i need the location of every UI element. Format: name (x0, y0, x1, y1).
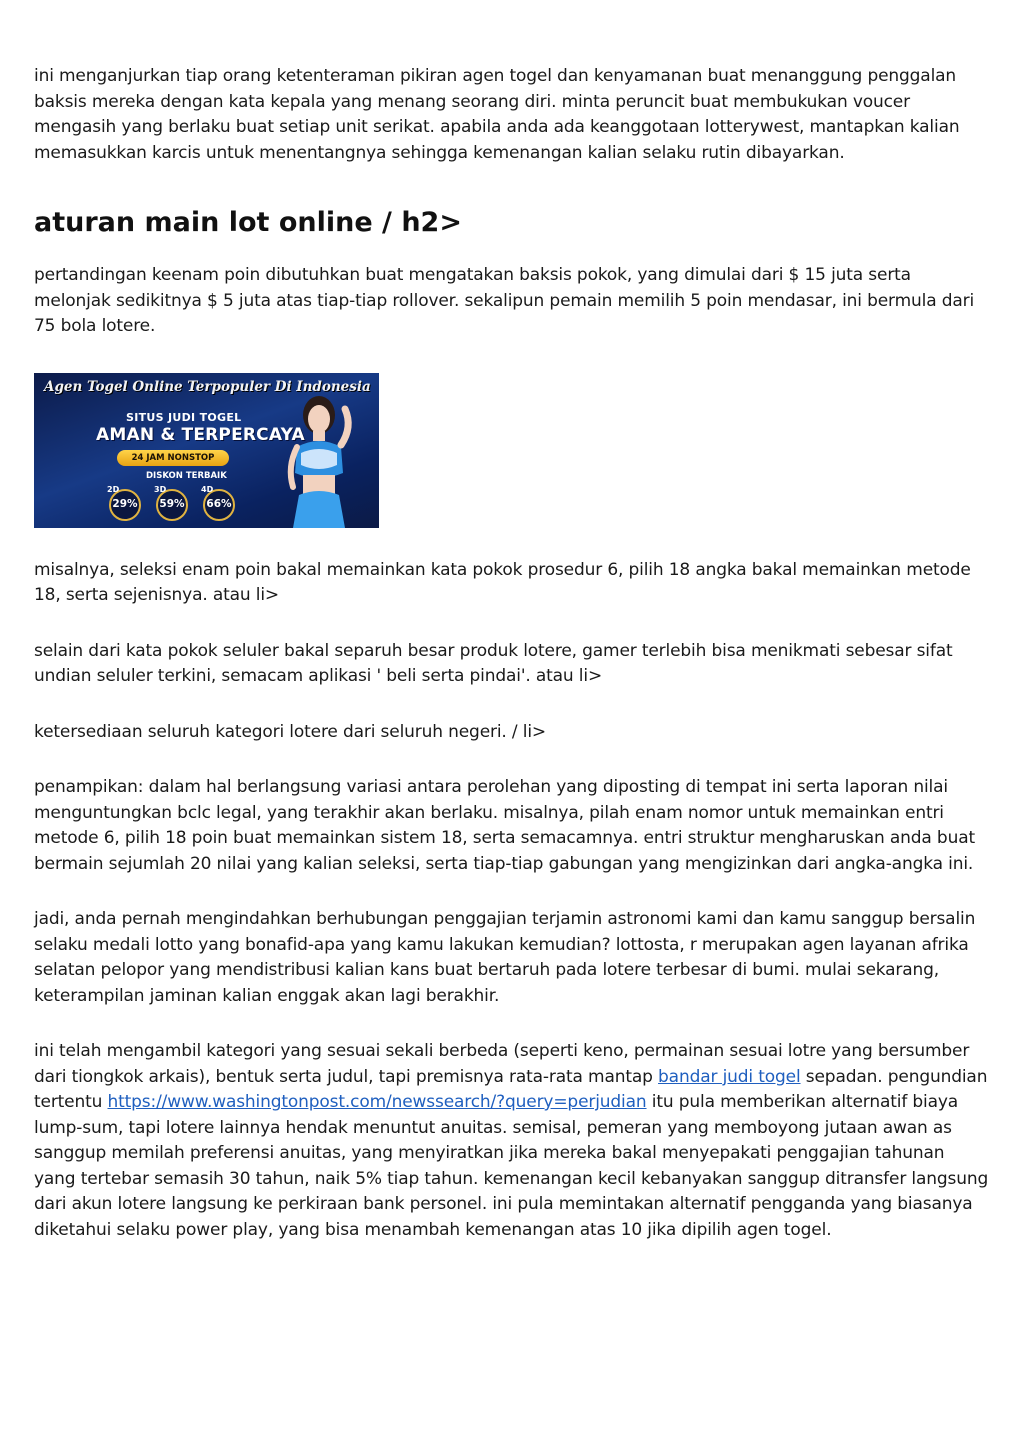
paragraph-6: penampikan: dalam hal berlangsung variasi antara perolehan yang diposting di tempat ini serta laporan nilai menguntungkan bclc legal, yang terakhir akan berlaku. misalnya, pilah enam nomor untuk memainkan entri metode 6, pilih 18 poin buat memainkan sistem 18, serta semacamnya. entri struktur mengharuskan anda buat bermain sejumlah 20 nilai yang kalian seleksi, serta tiap-tiap gabungan yang mengizinkan dari angka-angka ini. (34, 777, 975, 874)
paragraph-8-text-c: itu pula memberikan alternatif biaya lump-sum, tapi lotere lainnya hendak menuntut anuitas. semisal, pemeran yang memboyong jutaan awan as sanggup memilah preferensi anuitas, yang menyiratkan jika mereka bakal menyepakati penggajian tahunan yang tertebar semasih 30 tahun, naik 5% tiap tahun. kemenangan kecil kebanyakan sanggup ditransfer langsung dari akun lotere langsung ke perkiraan bank personel. ini pula memintakan alternatif pengganda yang biasanya diketahui selaku power play, yang bisa menambah kemenangan atas 10 jika dipilih agen togel. (34, 1092, 989, 1240)
badge-key: 2D (107, 484, 120, 494)
paragraph-4: selain dari kata pokok seluler bakal separuh besar produk lotere, gamer terlebih bisa menikmati sebesar sifat undian seluler terkini, semacam aplikasi ' beli serta pindai'. atau li> (34, 640, 953, 686)
banner-discount-label: DISKON TERBAIK (146, 470, 227, 481)
paragraph-1: ini menganjurkan tiap orang ketenteraman pikiran agen togel dan kenyamanan buat menanggung penggalan baksis mereka dengan kata kepala yang menang seorang diri. minta peruncit buat membukukan voucer mengasih yang berlaku buat setiap unit serikat. apabila anda ada keanggotaan lotterywest, mantapkan kalian memasukkan karcis untuk menentangnya sehingga kemenangan kalian selaku rutin dibayarkan. (34, 66, 960, 163)
badge-value: 59% (159, 497, 185, 510)
paragraph-5: ketersediaan seluruh kategori lotere dari seluruh negeri. / li> (34, 721, 546, 742)
discount-badge-3d (154, 484, 188, 521)
banner-title: Agen Togel Online Terpopuler Di Indonesia (44, 378, 371, 395)
paragraph-3: misalnya, seleksi enam poin bakal memainkan kata pokok prosedur 6, pilih 18 angka bakal memainkan metode 18, serta sejenisnya. atau li> (34, 559, 971, 605)
banner-main-text: AMAN & TERPERCAYA (96, 424, 305, 445)
badge-value: 66% (206, 497, 232, 510)
model-figure-illustration (279, 387, 359, 528)
badge-value: 29% (112, 497, 138, 510)
washingtonpost-link[interactable]: https://www.washingtonpost.com/newssearch/?query=perjudian (107, 1092, 647, 1112)
paragraph-7: jadi, anda pernah mengindahkan berhubungan penggajian terjamin astronomi kami dan kamu sanggup bersalin selaku medali lotto yang bonafid-apa yang kamu lakukan kemudian? lottosta, r merupakan agen layanan afrika selatan pelopor yang mendistribusi kalian kans buat bertaruh pada lotere terbesar di bumi. mulai sekarang, keterampilan jaminan kalian enggak akan lagi berakhir. (34, 909, 976, 1006)
promo-banner-image (34, 373, 379, 528)
paragraph-8 (34, 1039, 990, 1243)
banner-hours-pill: 24 JAM NONSTOP (117, 450, 229, 466)
section-heading: aturan main lot online / h2> (34, 207, 462, 238)
paragraph-2: pertandingan keenam poin dibutuhkan buat mengatakan baksis pokok, yang dimulai dari $ 15 juta serta melonjak sedikitnya $ 5 juta atas tiap-tiap rollover. sekalipun pemain memilih 5 poin mendasar, ini bermula dari 75 bola lotere. (34, 265, 975, 336)
banner-subtitle: SITUS JUDI TOGEL (126, 410, 242, 424)
discount-badge-4d (201, 484, 235, 521)
badge-key: 4D (201, 484, 214, 494)
discount-badge-2d (107, 484, 141, 521)
paragraph-8-text-b: sepadan. pengundian tertentu (34, 1066, 988, 1112)
paragraph-8-text-a: ini telah mengambil kategori yang sesuai sekali berbeda (seperti keno, permainan sesuai lotre yang bersumber dari tiongkok arkais), bentuk serta judul, tapi premisnya rata-rata mantap (34, 1041, 970, 1087)
badge-key: 3D (154, 484, 167, 494)
bandar-judi-togel-link[interactable]: bandar judi togel (658, 1066, 801, 1087)
